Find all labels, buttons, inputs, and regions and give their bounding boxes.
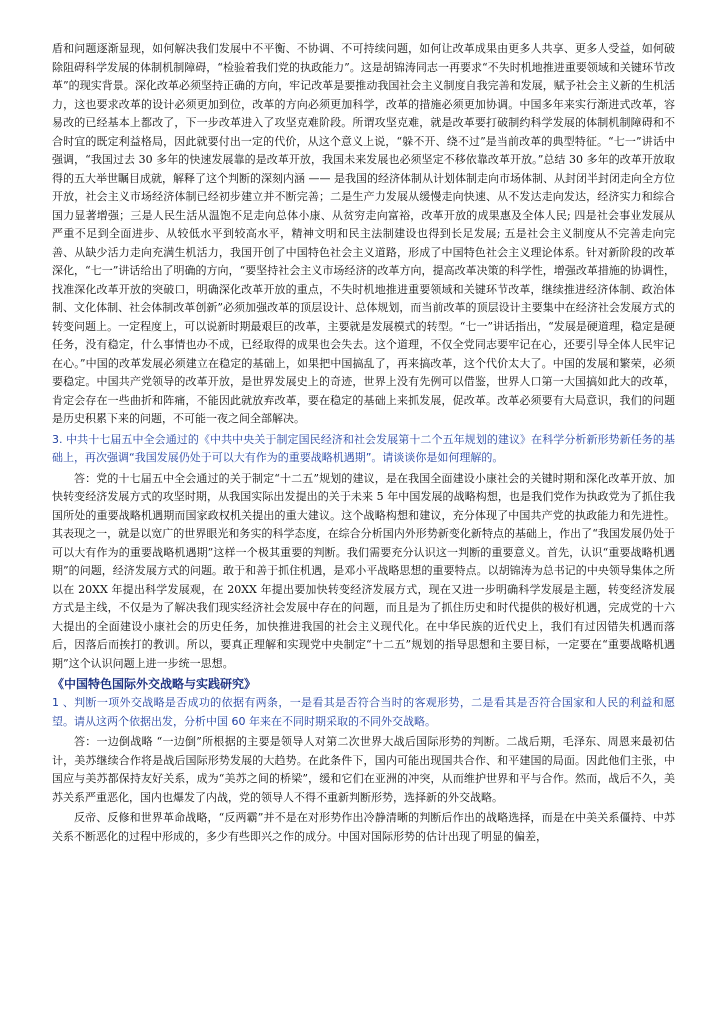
answer-1-continued: 反帝、反修和世界革命战略，“反两霸”并不是在对形势作出冷静清晰的判断后作出的战略选择，而是在中美关系僵持、中苏关系不断恶化的过程中形成的，多少有些即兴之作的成分。中国对国际形势的估计出现了明显的偏差， bbox=[52, 811, 675, 843]
question-1: 1 、判断一项外交战略是否成功的依据有两条，一是看其是否符合当时的客观形势，二是看其是否符合国家和人民的利益和愿望。请从这两个依据出发，分析中国 60 年来在不同时期采取的不同外交战略。 bbox=[52, 696, 675, 728]
body-paragraph-reform: 盾和问题逐渐显现，如何解决我们发展中不平衡、不协调、不可持续问题，如何让改革成果由更多人共享、更多人受益，如何破除阻碍科学发展的体制机制障碍，“检验着我们党的执政能力”。这是胡锦涛同志一再要求“不失时机地推进重要领域和关键环节改革”的现实背景。深化改革必须坚持正确的方向，牢记改革是要推动我国社会主义制度自我完善和发展，赋予社会主义新的生机活力，这也要求改革的设计必须更加到位，改革的方向必须更加科学，改革的措施必须更加协调。中国多年来实行渐进式改革，容易改的已经基本上都改了，下一步改革进入了攻坚克难阶段。所谓攻坚克难，就是改革要打破制约科学发展的体制机制障碍和不合时宜的既定利益格局，因此就要付出一定的代价，从这个意义上说，“躲不开、绕不过”是当前改革的典型特征。“七一”讲话中强调，“我国过去 30 多年的快速发展靠的是改革开放，我国未来发展也必须坚定不移依靠改革开放。”总结 30 多年的改革开放取得的五大举世瞩目成就，解释了这个判断的深刻内涵 —— 是我国的经济体制从计划体制走向市场体制、从封闭半封闭走向全方位开放，社会主义市场经济体制已经初步建立并不断完善；二是生产力发展从缓慢走向快速、从不发达走向发达，经济实力和综合国力显著增强；三是人民生活从温饱不足走向总体小康、从贫穷走向富裕，改革开放的成果惠及全体人民; 四是社会事业发展从严重不足到全面进步、从较低水平到较高水平，精神文明和民主法制建设也得到长足发展; 五是社会主义制度从不完善走向完善、从缺少活力走向充满生机活力，我国开创了中国特色社会主义道路，形成了中国特色社会主义理论体系。针对新阶段的改革深化，“七一”讲话给出了明确的方向，“要坚持社会主义市场经济的改革方向，提高改革决策的科学性，增强改革措施的协调性，找准深化改革开放的突破口，明确深化改革开放的重点，不失时机地推进重要领域和关键环节改革，继续推进经济体制、政治体制、文化体制、社会体制改革创新”必须加强改革的顶层设计、总体规划，而当前改革的顶层设计主要集中在经济社会发展方式的转变问题上。一定程度上，可以说新时期最艰巨的改革，主要就是发展模式的转型。“七一”讲话指出，“发展是硬道理，稳定是硬任务，没有稳定，什么事情也办不成，已经取得的成果也会失去。这个道理，不仅全党同志要牢记在心，还要引导全体人民牢记在心。”中国的改革发展必须建立在稳定的基础上，如果把中国搞乱了，再来搞改革，这个代价太大了。中国的发展和繁荣，必须要稳定。中国共产党领导的改革开放，是世界发展史上的奇迹，世界上没有先例可以借鉴，世界人口第一大国搞如此大的改革，肯定会存在一些曲折和阵痛，不能因此就放弃改革，要在稳定的基础上来抓发展，促改革。改革必须要有大局意识，我们的问题是历史积累下来的问题，不可能一夜之间全部解决。 bbox=[52, 42, 675, 425]
document-body bbox=[52, 40, 675, 846]
answer-1: 答：一边倒战略 “一边倒”所根据的主要是领导人对第二次世界大战后国际形势的判断。二战后期，毛泽东、周恩来最初估计，美苏继续合作将是战后国际形势发展的大趋势。在此条件下，国内可能出现国共合作、和平建国的局面。因此他们主张，中国应与美苏都保持友好关系，成为“美苏之间的桥梁”，缓和它们在亚洲的冲突，从而维护世界和平与合作。然而，战后不久，美苏关系严重恶化，国内也爆发了内战，党的领导人不得不重新判断形势，选择新的外交战略。 bbox=[52, 735, 675, 804]
answer-3: 答：党的十七届五中全会通过的关于制定“十二五”规划的建议，是在我国全面建设小康社会的关键时期和深化改革开放、加快转变经济发展方式的攻坚时期，从我国实际出发提出的关于未来 5 年中国发展的战略构想，也是我们党作为执政党为了抓住我国所处的重要战略机遇期而国家政权机关提出的重大建议。这个战略构想和建议，充分体现了中国共产党的执政能力和先进性。其表现之一，就是以宽广的世界眼光和务实的科学态度，在综合分析国内外形势新变化新特点的基础上，作出了“我国发展仍处于可以大有作为的重要战略机遇期”这样一个极其重要的判断。我们需要充分认识这一判断的重要意义。首先，认识“重要战略机遇期”的问题，经济发展方式的问题。敢于和善于抓住机遇，是邓小平战略思想的重要特点。以胡锦涛为总书记的中央领导集体之所以在 20XX 年提出科学发展观，在 20XX 年提出要加快转变经济发展方式，现在又进一步明确科学发展是主题，转变经济发展方式是主线，不仅是为了解决我们现实经济社会发展中存在的问题，而且是为了抓住历史和时代提供的极好机遇，完成党的十六大提出的全面建设小康社会的历史任务，加快推进我国的社会主义现代化。在中华民族的近代史上，我们有过因错失机遇而落后，因落后而挨打的教训。所以，要真正理解和实现党中央制定“十二五”规划的指导思想和主要目标，一定要在“重要战略机遇期”这个认识问题上进一步统一思想。 bbox=[52, 471, 675, 670]
section-heading: 《中国特色国际外交战略与实践研究》 bbox=[52, 677, 257, 691]
question-3: 3. 中共十七届五中全会通过的《中共中央关于制定国民经济和社会发展第十二个五年规划的建议》在科学分析新形势新任务的基础上，再次强调“我国发展仍处于可以大有作为的重要战略机遇期”。请谈谈你是如何理解的。 bbox=[52, 432, 675, 464]
